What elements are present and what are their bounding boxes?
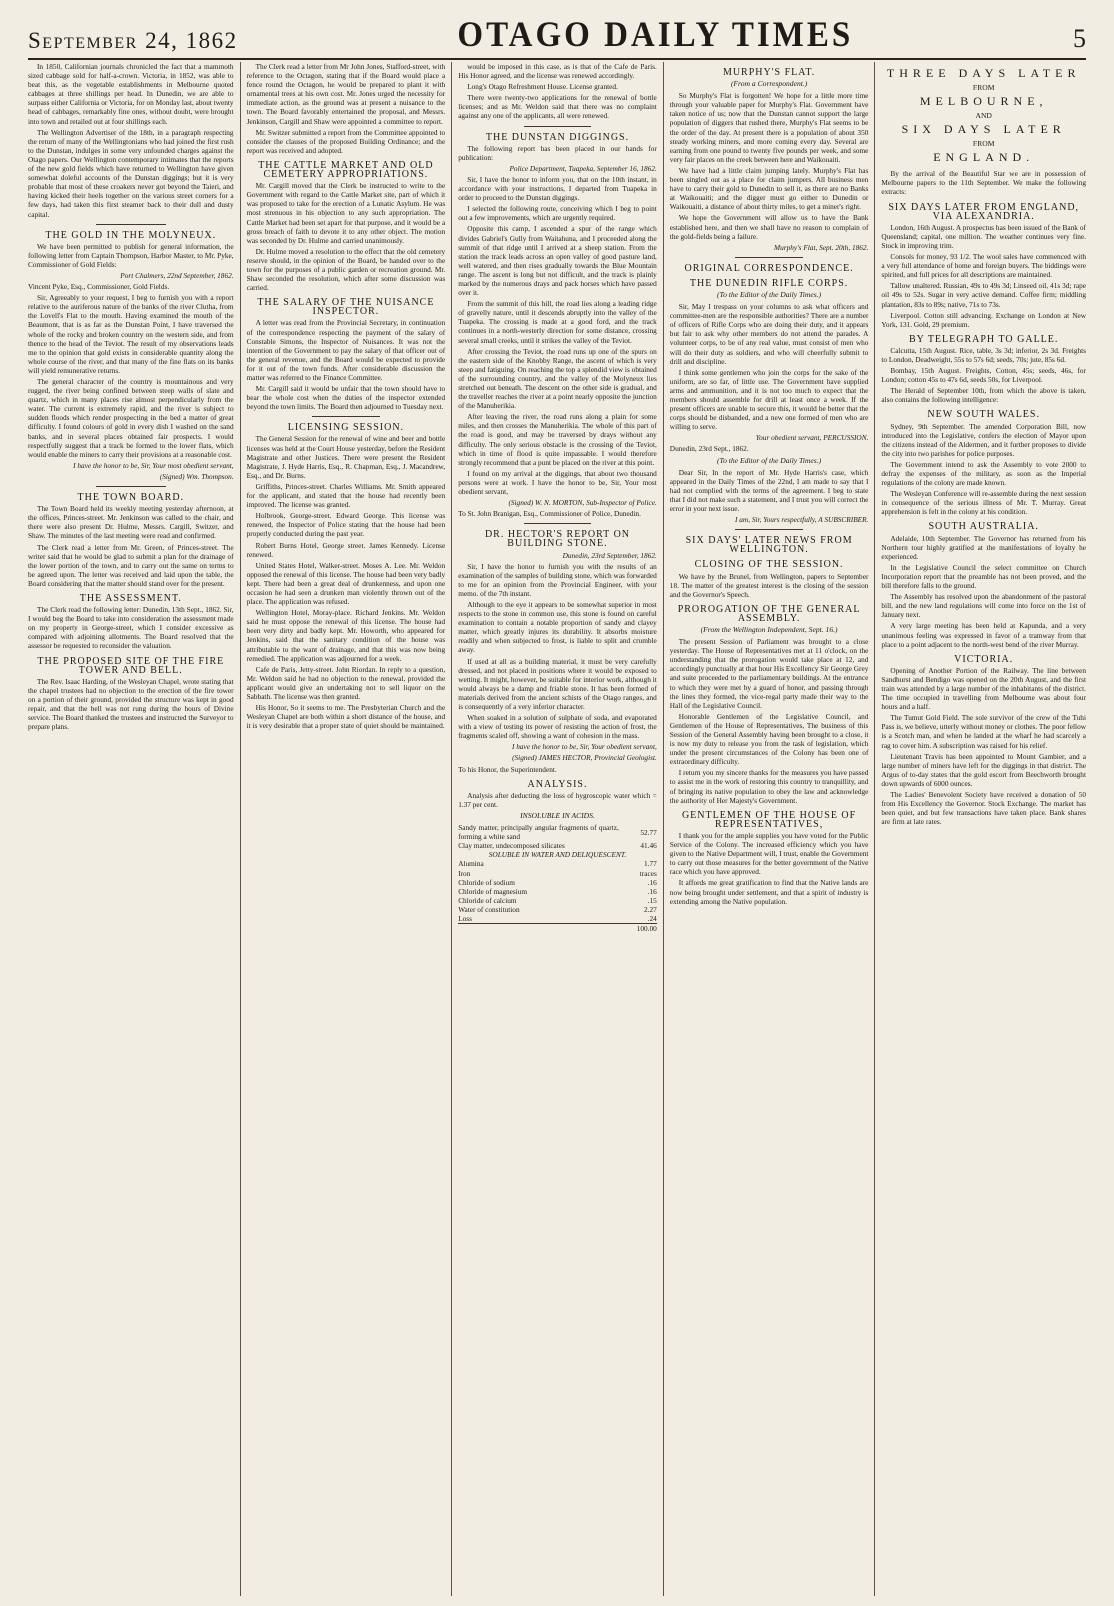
analysis-subheading-row xyxy=(458,850,657,859)
subsection-heading: THE ASSESSMENT. xyxy=(79,592,182,604)
analysis-label: Sandy matter, principally angular fragments of quartz, forming a white sand xyxy=(458,823,619,842)
article-paragraph: The Government intend to ask the Assembly to vote 2000 to defray the expenses of the military, as soon as the Imperial regulations of the colony are made known. xyxy=(881,459,1086,488)
banner-connector: FROM xyxy=(972,83,995,92)
article-paragraph: Honorable Gentlemen of the Legislative Council, and Gentlemen of the House of Representatives, The business of this Session of the General Assembly having been brought to a close, it is now my duty to release you from the task of legislation, which under the present circumstances of the Colony has been one of extraordinary difficulty. xyxy=(669,711,869,767)
article-paragraph: Sir, May I trespass on your columns to ask what officers and committee-men are the responsible authorities? There are a number of officers of Rifle Corps who are doing their duty, and it appears but fair to ask why other members do not attend the parades. A volunteer corps, to be of any real value, must consist of men who will do their duty as soldiers, and who will cheerfully submit to drill and discipline. xyxy=(669,302,869,366)
section-heading: SIX DAYS' LATER NEWS FROM WELLINGTON. xyxy=(685,535,853,556)
article-paragraph: Calcutta, 15th August. Rice, table, 3s 3d; inferior, 2s 3d. Freights to London, Deadweight, 55s to 57s 6d; seeds, 70s; jute, 85s 6d. xyxy=(881,345,1086,364)
subsection-heading: GENTLEMEN OF THE HOUSE OF REPRESENTATIVES, xyxy=(681,809,857,830)
section-heading: THE GOLD IN THE MOLYNEUX. xyxy=(45,229,217,241)
article-paragraph: We have by the Brunel, from Wellington, papers to September 18. The matter of the greatest interest is the closing of the session and the Governor's Speech. xyxy=(669,571,869,599)
article-paragraph: I think some gentlemen who join the corps for the sake of the uniform, are so far, of little use. The Government have supplied arms and ammunition, and it is not too much to expect that the members should assemble for drill at least once a week. If the present officers are unable to secure this, it would be better that the corps should be disbanded, and a new one formed of men who are willing to serve. xyxy=(669,367,869,432)
section-heading: DR. HECTOR'S REPORT ON BUILDING STONE. xyxy=(484,529,631,550)
analysis-subheading: SOLUBLE IN WATER AND DELIQUESCENT. xyxy=(488,850,627,860)
article-paragraph: From the summit of this hill, the road lies along a leading ridge of gravelly nature, until it descends abruptly into the valley of the Tuapeka. The crossing is made at a good ford, and the track continues in a north-westerly direction for some distance, crossing several small creeks, until it strikes the valley of the Teviot. xyxy=(458,299,657,345)
analysis-row xyxy=(458,823,657,841)
article-paragraph: London, 16th August. A prospectus has been issued of the Bank of Queensland; capital, one million. The weather continues very fine. Stock in improving trim. xyxy=(881,222,1086,250)
analysis-value: 2.27 xyxy=(644,904,657,914)
article-paragraph: The Ladies' Benevolent Society have received a donation of 50 from His Excellency the Governor. Stock Exchange. The market has been quiet, and but few transactions have taken place. Bank shares are firm at late rates. xyxy=(881,790,1086,827)
analysis-row xyxy=(458,914,657,924)
news-banner xyxy=(881,66,1086,165)
analysis-row xyxy=(458,841,657,850)
analysis-table xyxy=(458,823,657,933)
page-number: 5 xyxy=(1073,24,1086,53)
article-paragraph: The general character of the country is mountainous and very rugged, the river being confined between steep walls of slate and quartz, which in many places rise almost perpendicularly from the water. The current is extremely rapid, and the river is subject to sudden floods which render prospecting in the bed a matter of great difficulty. I found colours of gold in every dish I washed on the sand banks, and in several places obtained fair prospects. I would respectfully suggest that a track be formed to the lower flats, which would enable the miners to carry their provisions at a reasonable cost. xyxy=(28,377,234,459)
article-paragraph: After leaving the river, the road runs along a plain for some miles, and then crosses the Manuherikia. The whole of this part of the road is good, and may be traversed by drays without any difficulty. The only serious obstacle is the crossing of the Teviot, which in time of flood is quite impassable. I would therefore strongly recommend that a punt be placed on the river at this point. xyxy=(458,412,657,467)
article-paragraph: Although to the eye it appears to be somewhat superior in most respects to the stone in common use, this stone is found on careful examination to contain a notable proportion of sandy and clayey matter, which greatly injures its durability. It absorbs moisture readily and when subjected to frost, is liable to split and crumble away. xyxy=(458,599,657,655)
analysis-total-value: 100.00 xyxy=(619,924,657,934)
subsection-heading: CLOSING OF THE SESSION. xyxy=(694,559,844,571)
article-paragraph: Griffiths, Princes-street. Charles Williams. Mr. Smith appeared for the applicant, and stated that the house had recently been improved. The license was granted. xyxy=(246,481,446,510)
article-paragraph: The Clerk read the following letter: Dunedin, 13th Sept., 1862. Sir, I would beg the Board to take into consideration the assessment made on my property in George-street, which I consider excessive as compared with adjoining allotments. The Board resolved that the assessor be requested to reconsider the valuation. xyxy=(28,605,234,651)
column-1 xyxy=(28,62,240,1596)
analysis-value: 1.77 xyxy=(644,859,657,869)
subsection-heading: SIX DAYS LATER FROM ENGLAND, VIA ALEXANDRIA. xyxy=(888,201,1080,222)
analysis-value: 41.46 xyxy=(640,841,657,851)
article-paragraph: The Clerk read a letter from Mr. Green, of Princes-street. The writer said that he would be glad to submit a plan for the drainage of the lower portion of the town, and to carry out the same on terms to be agreed upon. The letter was received and laid upon the table, the Board considering that the matter should stand over for the present. xyxy=(28,542,234,588)
article-paragraph: A letter was read from the Provincial Secretary, in continuation of the correspondence respecting the payment of the salary of Constable Simons, the Inspector of Nuisances. It was not the intention of the Government to pay the salary of that officer out of the general revenue, and the Board would be expected to provide for it out of the town funds. After considerable discussion the matter was referred to the Finance Committee. xyxy=(246,318,446,382)
analysis-value: traces xyxy=(639,868,657,878)
article-paragraph: The Assembly has resolved upon the abandonment of the pastoral bill, and the new land regulations will come into force on the 1st of January next. xyxy=(881,592,1086,620)
letter-signature: Your obedient servant, PERCUSSION. xyxy=(755,433,869,443)
article-paragraph: I return you my sincere thanks for the measures you have passed to assist me in the work of restoring this country to tranquillity, and of bringing its native population to obey the law and acknowledge the authority of Her Majesty's Government. xyxy=(669,768,869,805)
divider xyxy=(96,486,166,487)
subsection-heading: THE CATTLE MARKET AND OLD CEMETERY APPROPRIATIONS. xyxy=(258,159,434,181)
article-paragraph: Lieutenant Travis has been appointed to Mount Gambier, and a large number of miners have left for the diggings in that district. The Argus of to-day states that the gold escort from Beechworth brought down upwards of 6000 ounces. xyxy=(881,751,1086,788)
analysis-row xyxy=(458,878,657,887)
article-paragraph: There were twenty-two applications for the renewal of bottle licenses; and as Mr. Weldon said that there was no complaint against any one of the applicants, all were renewed. xyxy=(458,93,657,121)
article-paragraph: Bombay, 15th August. Freights, Cotton, 45s; seeds, 46s, for London; cotton 45s to 47s 6d, seeds 50s, for Liverpool. xyxy=(881,366,1086,385)
article-paragraph: It affords me great gratification to find that the Native lands are now being brought under settlement, and that a spirit of industry is extending among the Native population. xyxy=(669,878,869,906)
subsection-heading: BY TELEGRAPH TO GALLE. xyxy=(908,333,1059,345)
report-signature: (Signed) JAMES HECTOR, Provincial Geologist. xyxy=(512,753,657,763)
banner-line: SIX DAYS LATER xyxy=(901,122,1066,137)
letter-signature: (Signed) Wm. Thompson. xyxy=(159,471,234,481)
report-addressee: To St. John Branigan, Esq., Commissioner of Police, Dunedin. xyxy=(458,509,641,519)
article-columns xyxy=(28,62,1086,1596)
article-paragraph: The Wellington Advertiser of the 18th, in a paragraph respecting the return of many of the Wellingtonians who had joined the first rush to the Dunstan, indulges in some very unfounded charges against the Otago papers. Our Wellington contemporary intimates that the reports of the new gold fields which have returned to Wellington have given somewhat doleful accounts of the Dunstan diggings; but it is very probable that most of these croakers never got beyond the Taieri, and having kicked their heels together on the various street corners for a few days, had taken this first steamer back to their dull and dusty capital. xyxy=(28,127,234,219)
article-paragraph: In 1850, Californian journals chronicled the fact that a mammoth sized cabbage sold for half-a-crown. Victoria, in 1852, was able to beat this, as the vegetable establishments in Melbourne quoted cabbages at three shillings per head. In Dunedin, we are able to surpass either California or Victoria, for on Monday last, about twenty head of cabbages, remarkably fine ones, without doubt, were brought into town and retailed out at four shillings each. xyxy=(28,62,234,126)
divider xyxy=(524,126,592,127)
article-paragraph: Long's Otago Refreshment House. License granted. xyxy=(467,82,618,92)
divider xyxy=(96,224,166,225)
column-3 xyxy=(451,62,663,1596)
analysis-value: 52.77 xyxy=(640,827,657,837)
analysis-value: .16 xyxy=(647,877,657,887)
analysis-label: Water of constitution xyxy=(458,904,520,914)
article-paragraph: Mr. Cargill moved that the Clerk be instructed to write to the Government with regard to the Cattle Market site, part of which it was proposed to take for the erection of a Lunatic Asylum. He was most strenuous in his objection to any such appropriation. The Cattle Market had been set apart for that purpose, and it would be a gross breach of faith to devote it to any other object. The motion was seconded by Dr. Hulme and carried unanimously. xyxy=(246,181,446,245)
subsection-heading: THE DUNEDIN RIFLE CORPS. xyxy=(689,277,849,289)
newspaper-title: OTAGO DAILY TIMES xyxy=(457,15,854,55)
analysis-row xyxy=(458,859,657,868)
analysis-row xyxy=(458,869,657,878)
report-addressee: To his Honor, the Superintendent. xyxy=(458,764,557,774)
article-paragraph: Liverpool. Cotton still advancing. Exchange on London at New York, 131. Gold, 29 premium. xyxy=(881,310,1086,329)
section-heading: LICENSING SESSION. xyxy=(287,422,405,434)
analysis-row xyxy=(458,905,657,914)
section-subheading: (To the Editor of the Daily Times.) xyxy=(717,289,822,299)
column-2 xyxy=(240,62,452,1596)
analysis-total-label xyxy=(458,924,619,934)
article-paragraph: The Rev. Isaac Harding, of the Wesleyan Chapel, wrote stating that the chapel trustees had no objection to the erection of the fire tower on a portion of their ground, provided the structure was kept in good repair, and that the bell was not rung during the hours of Divine service. The Board thanked the trustees and instructed the Surveyor to prepare plans. xyxy=(28,676,234,732)
subsection-heading: THE SALARY OF THE NUISANCE INSPECTOR. xyxy=(257,297,435,318)
report-signature: (Signed) W. N. MORTON, Sub-Inspector of Police. xyxy=(508,498,657,508)
article-paragraph: I selected the following route, conceiving which I beg to point out a few improvements, which are urgently required. xyxy=(458,204,657,223)
article-paragraph: We have been permitted to publish for general information, the following letter from Captain Thompson, Harbor Master, to Mr. Pyke, Commissioner of Gold Fields: xyxy=(28,241,234,269)
banner-connector: AND xyxy=(975,111,992,121)
article-paragraph: When soaked in a solution of sulphate of soda, and evaporated with a view of testing its power of resisting the action of frost, the fragments scaled off, showing a want of cohesion in the mass. xyxy=(458,713,657,741)
analysis-row xyxy=(458,896,657,905)
analysis-label: Clay matter, undecomposed silicates xyxy=(458,841,565,851)
article-paragraph: A very large meeting has been held at Kapunda, and a very unanimous feeling was expressed in favor of a tramway from that place to a point adjacent to the north-west bend of the river Murray. xyxy=(881,621,1086,649)
article-paragraph: Sydney, 9th September. The amended Corporation Bill, now introduced into the Legislative, confers the election of Mayor upon the citizens instead of the Aldermen, and it further proposes to divide the city into two parishes for police purposes. xyxy=(881,421,1086,458)
section-heading: MURPHY'S FLAT. xyxy=(722,67,816,78)
article-paragraph: The Clerk read a letter from Mr John Jones, Stafford-street, with reference to the Octagon, stating that if the Board would place a fence round the Octagon, he would be prepared to plant it with ornamental trees at his own cost. Mr. Jones urged the necessity for immediate action, as the ground was at present a nuisance to the town. The Board favorably entertained the proposal, and Messrs. Jenkinson, Cargill and Shaw were appointed a committee to report. xyxy=(246,62,446,126)
dateline: Murphy's Flat, Sept. 20th, 1862. xyxy=(774,242,869,252)
subsection-heading: ANALYSIS. xyxy=(527,778,588,790)
banner-line: MELBOURNE, xyxy=(919,94,1048,109)
article-paragraph: By the arrival of the Beautiful Star we are in possession of Melbourne papers to the 11th September. We make the following extracts: xyxy=(881,169,1086,197)
article-paragraph: Sir, Agreeably to your request, I beg to furnish you with a report relative to the auriferous nature of the banks of the river Clutha, from the Lovell's Flat to the mouth. Having examined the mouth of the Beaumont, that is as far as the Dunstan Point, I have traversed the whole of the rocky and broken country on the western side, and from thence to the head of the Teviot. The result of my observations leads me to the opinion that gold exists in considerable quantity along the whole course of the river, and that many of the fine flats on its banks will yield remunerative returns. xyxy=(28,293,234,375)
letter-closing: I have the honor to be, Sir, Your most obedient servant, xyxy=(73,460,234,470)
article-paragraph: Analysis after deducting the loss of hygroscopic water which = 1.37 per cent. xyxy=(458,790,657,809)
section-subheading: (To the Editor of the Daily Times.) xyxy=(717,455,822,465)
article-paragraph: After crossing the Teviot, the road runs up one of the spurs on the eastern side of the Knobby Range, the ascent of which is very steep and fatiguing. On reaching the top a splendid view is obtained of the surrounding country, and the valley of the Molyneux lies stretched out beneath. The descent on the other side is gradual, and the traveller reaches the river at a point nearly opposite the junction of the Manuherikia. xyxy=(458,346,657,411)
analysis-value: .15 xyxy=(647,895,657,905)
article-paragraph: Mr. Cargill said it would be unfair that the town should have to bear the whole cost when the duties of the inspector extended beyond the town limits. The Board then adjourned to Tuesday next. xyxy=(246,384,446,412)
analysis-label: Chloride of calcium xyxy=(458,895,517,905)
analysis-label: Chloride of sodium xyxy=(458,877,515,887)
analysis-label: Iron xyxy=(458,868,471,878)
section-heading: ORIGINAL CORRESPONDENCE. xyxy=(684,262,854,274)
report-dateline: Police Department, Tuapeka, September 16, 1862. xyxy=(509,163,657,173)
article-paragraph: Adelaide, 10th September. The Governor has returned from his Northern tour highly gratified at the manifestations of loyalty he experienced. xyxy=(881,533,1086,561)
column-4 xyxy=(663,62,875,1596)
article-paragraph: Sir, I have the honor to furnish you with the results of an examination of the samples of building stone, which was forwarded to me for an opinion from the Provincial Engineer, with your memo. of the 7th instant. xyxy=(458,561,657,598)
article-paragraph: We hope the Government will allow us to have the Bank established here, and then we shall have no reason to complain of the gold-fields being a failure. xyxy=(669,213,869,241)
article-paragraph: would be imposed in this case, as is that of the Cafe de Paris. His Honor agreed, and the license was renewed accordingly. xyxy=(458,62,657,81)
article-paragraph: United States Hotel, Walker-street. Moses A. Lee. Mr. Weldon opposed the renewal of this license. The house had been very badly kept. There had been a great deal of drunkenness, and upon one occasion he had seen a drunken man violently thrown out of the place. The application was refused. xyxy=(246,560,446,607)
section-subheading: (From the Wellington Independent, Sept. 16.) xyxy=(700,624,838,634)
article-paragraph: The Town Board held its weekly meeting yesterday afternoon, at the offices, Princes-street. Mr. Jenkinson was called to the chair, and there were also present Dr. Hulme, Messrs. Cargill, Switzer, and Shaw. The minutes of the last meeting were read and confirmed. xyxy=(28,504,234,541)
article-paragraph: In the Legislative Council the select committee on Church Incorporation report that the preamble has not been proved, and the bill therefore falls to the ground. xyxy=(881,562,1086,591)
article-paragraph: The Herald of September 10th, from which the above is taken, also contains the following intelligence: xyxy=(881,386,1086,405)
masthead xyxy=(28,6,1086,60)
issue-date: September 24, 1862 xyxy=(28,28,238,53)
analysis-subheading: INSOLUBLE IN ACIDS. xyxy=(520,810,595,820)
analysis-total-row xyxy=(458,924,657,934)
article-paragraph: Robert Burns Hotel, George street. James Kennedy. License renewed. xyxy=(246,540,446,559)
report-closing: I have the honor to be, Sir, Your obedient servant, xyxy=(511,742,657,752)
article-paragraph: We have had a little claim jumping lately. Murphy's Flat has been singled out as a place for claim jumpers. All business men have to carry their gold to Dunedin to sell it, as there are no Banks at Waikouaiti; and the digger must go either to Dunedin or Waikouaiti, a distance of about thirty miles, to get a miner's right. xyxy=(669,165,869,212)
subsection-heading: PROROGATION OF THE GENERAL ASSEMBLY. xyxy=(677,603,861,624)
article-paragraph: Cafe de Paris, Jetty-street. John Riordan. In reply to a question, Mr. Weldon said he had no objection to the renewal, provided the applicant would give an undertaking not to sell liquor on the Sabbath. The license was then granted. xyxy=(246,664,446,701)
subsection-heading: SOUTH AUSTRALIA. xyxy=(928,521,1039,533)
section-heading: THE TOWN BOARD. xyxy=(77,492,185,504)
article-paragraph: Mr. Switzer submitted a report from the Committee appointed to consider the clauses of the proposed Building Ordinance; and the report was received and adopted. xyxy=(246,127,446,155)
article-paragraph: Tallow unaltered. Russian, 49s to 49s 3d; Linseed oil, 41s 3d; rape oil 49s to 52s. Sugar in very active demand. Coffee firm; middling plantation, 83s to 89s; native, 71s to 73s. xyxy=(881,281,1086,309)
article-paragraph: If used at all as a building material, it must be very carefully dressed, and not placed in positions where it would be exposed to wetting. It might, however, be suitable for interior work, although it would always be a damp and friable stone. It has been formed of materials derived from the ancient schists of the Otago ranges, and is consequently of a very inferior character. xyxy=(458,656,657,711)
article-paragraph: Dr. Hulme moved a resolution to the effect that the old cemetery reserve should, in the opinion of the Board, be handed over to the town for the purposes of a public garden or recreation ground. Mr. Shaw seconded the resolution, which after some discussion was carried. xyxy=(246,246,446,293)
article-paragraph: The following report has been placed in our hands for publication: xyxy=(458,143,657,162)
analysis-label: Loss xyxy=(458,913,472,923)
divider xyxy=(735,257,803,258)
banner-line: ENGLAND. xyxy=(933,150,1035,165)
subsection-heading: THE PROPOSED SITE OF THE FIRE TOWER AND BELL. xyxy=(37,655,225,676)
column-5 xyxy=(874,62,1086,1596)
article-paragraph: Sir, I have the honor to inform you, that on the 10th instant, in accordance with your instructions, I departed from Tuapeka in order to proceed to the Dunstan diggings. xyxy=(458,174,657,203)
divider xyxy=(735,529,803,530)
section-subheading: (From a Correspondent.) xyxy=(730,79,808,89)
article-paragraph: The Wesleyan Conference will re-assemble during the next session in consequence of the serious illness of Mr. T. Murray. Great apprehension is felt in the colony at his condition. xyxy=(881,489,1086,517)
divider xyxy=(312,416,380,417)
article-paragraph: The Tumut Gold Field. The sole survivor of the crew of the Tuhi Pass is, we believe, utterly without money or clothes. The poor fellow is a Scotch man, and when he landed at the wharf he had scarcely a rag to cover him. A subscription was raised for his relief. xyxy=(881,713,1086,750)
letter-addressee: Vincent Pyke, Esq., Commissioner, Gold Fields. xyxy=(28,282,170,292)
letter-dateline: Dunedin, 23rd Sept., 1862. xyxy=(669,444,749,454)
article-paragraph: I thank you for the ample supplies you have voted for the Public Service of the Colony. The increased efficiency which you have given to the Native Department will, I trust, enable the Government to carry out those measures for the better government of the Native race which you have approved. xyxy=(669,830,869,877)
analysis-value: .16 xyxy=(647,886,657,896)
article-paragraph: The General Session for the renewal of wine and beer and bottle licenses was held at the Court House yesterday, before the Resident Magistrate and other Justices. There were present the Resident Magistrate, J. Hyde Harris, Esq., R. Chapman, Esq., J. Macandrew, Esq., and Dr. Burns. xyxy=(246,434,446,480)
subsection-heading: VICTORIA. xyxy=(954,653,1014,665)
divider xyxy=(524,523,592,524)
article-paragraph: I found on my arrival at the diggings, that about two thousand persons were at work. I have the honor to be, Sir, Your most obedient servant, xyxy=(458,468,657,497)
article-paragraph: Consols for money, 93 1/2. The wool sales have commenced with a very full attendance of home and foreign buyers. The biddings were spirited, and full prices for all descriptions are maintained. xyxy=(881,252,1086,280)
article-paragraph: His Honor, So it seems to me. The Presbyterian Church and the Wesleyan Chapel are both within a short distance of the house, and it is very desirable that a proper state of quiet should be maintained. xyxy=(246,703,446,731)
analysis-value: .24 xyxy=(647,913,657,923)
report-dateline: Dunedin, 23rd September, 1862. xyxy=(562,550,657,560)
analysis-label: Chloride of magnesium xyxy=(458,886,528,896)
section-heading: THE DUNSTAN DIGGINGS. xyxy=(485,131,630,143)
banner-connector: FROM xyxy=(972,139,995,149)
analysis-row xyxy=(458,887,657,896)
subsection-heading: NEW SOUTH WALES. xyxy=(927,409,1040,421)
article-paragraph: The present Session of Parliament was brought to a close yesterday. The House of Representatives met at 11 o'clock, on the understanding that the prorogation would take place at 12, and accordingly punctually at that hour His Excellency Sir George Grey and suite proceeded to the parliamentary buildings. At the entrance to which they were met by a guard of honor, and passing through the lines they formed, the vice-regal party made their way to the Hall of the Legislative Council. xyxy=(669,637,869,710)
article-paragraph: Opposite this camp, I ascended a spur of the range which divides Gabriel's Gully from Waitahuna, and I proceeded along the summit of that ridge until I arrived at a sheep station. From the station the track leads across an open valley of good pasture land, well watered, and then rises gradually towards the Blue Mountain range. The ascent is long but not difficult, and the track is plainly marked by the numerous drays and pack horses which have passed over it. xyxy=(458,224,657,298)
banner-line: THREE DAYS LATER xyxy=(886,66,1081,80)
article-paragraph: Wellington Hotel, Moray-place. Richard Jenkins. Mr. Weldon said he must oppose the renewal of this license. The house had been very dirty and badly kept. Mr. Howorth, who appeared for Jenkins, said that the sanitary condition of the house was attributable to the want of drainage, and that this was now being remedied. The application was adjourned for a week. xyxy=(246,608,446,663)
article-paragraph: So Murphy's Flat is forgotten! We hope for a little more time through your valuable paper for Murphy's Flat. Government have taken notice of us; now that the Dunstan cannot support the large population of diggers that rushed there, Murphy's Flat seems to be the order of the day. At present there is a population of about 350 steady working miners, and more coming every day. Several are earning from one pound to twenty five pounds per week, and some very fair places on the creek between here and Waikouaiti. xyxy=(669,91,869,164)
article-paragraph: Dear Sir, In the report of Mr. Hyde Harris's case, which appeared in the Daily Times of the 22nd, I am made to say that I had not complied with the terms of the agreement. I beg to state that I did not make such a statement, and I trust you will correct the error in your next issue. xyxy=(669,467,869,514)
article-paragraph: Holbrook, George-street. Edward George. This license was renewed, the Inspector of Police stating that the house had been properly conducted during the past year. xyxy=(246,511,446,539)
analysis-label: Alumina xyxy=(458,859,484,869)
letter-signature: I am, Sir, Yours respectfully, A SUBSCRIBER. xyxy=(735,515,869,525)
letter-dateline: Port Chalmers, 22nd September, 1862. xyxy=(120,270,234,280)
article-paragraph: Opening of Another Portion of the Railway. The line between Sandhurst and Bendigo was opened on the 20th August, and the first train was attended by a large number of the inhabitants of the district. The time occupied in travelling from Melbourne was about four hours and a half. xyxy=(881,665,1086,712)
